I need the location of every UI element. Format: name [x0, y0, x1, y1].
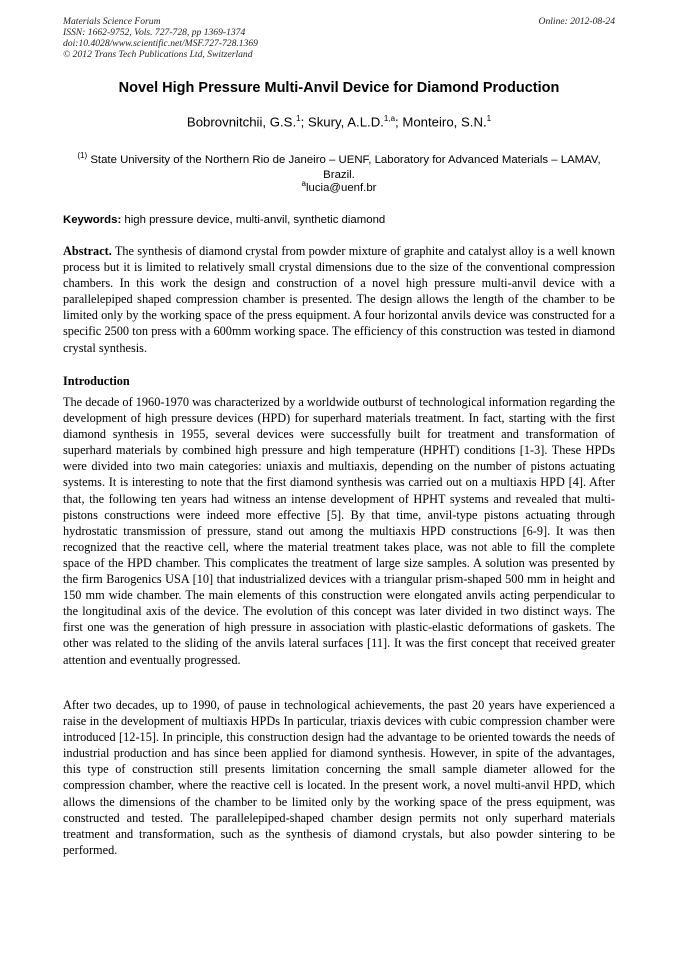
affiliation-text: State University of the Northern Rio de Janeiro – UENF, Laboratory for Advanced Materials – LAMAV, Brazil. [87, 153, 601, 181]
author-affiliation-mark: 1 [296, 114, 301, 123]
introduction-paragraph: After two decades, up to 1990, of pause in technological achievements, the past 20 years have experienced a raise in the development of multiaxis HPDs In particular, triaxis devices with cubic compression chamber were introduced [12-15]. In principle, this construction design had the advantage to be oriented towards the needs of industrial production and has since been applied for diamond synthesis. However, in spite of the advantages, this type of construction still presents limitation concerning the small sample diameter allowed for the compression chamber, where the reactive cell is located. In the present work, a novel multi-anvil HPD, which allows the dimensions of the chamber to be limited only by the working space of the press equipment, was constructed and tested. The parallelepiped-shaped chamber design permits not only superhard materials treatment and transformation, such as the synthesis of diamond crystals, but also powder sintering to be performed. [63, 698, 615, 857]
abstract [63, 243, 615, 356]
author-affiliation-mark: 1 [486, 114, 492, 123]
journal-header [63, 16, 615, 60]
email-address: lucia@uenf.br [306, 181, 377, 194]
author-name: ; Monteiro, S.N. [395, 114, 487, 130]
journal-doi: doi:10.4028/www.scientific.net/MSF.727-728.1369 [63, 38, 258, 49]
author-list [63, 114, 615, 129]
keywords-label: Keywords: [63, 214, 122, 226]
author-name: ; Skury, A.L.D. [300, 114, 384, 130]
introduction-paragraph: The decade of 1960-1970 was characterized by a worldwide outburst of technological information regarding the development of high pressure devices (HPD) for superhard materials treatment. In fact, starting with the first diamond synthesis in 1955, several devices were successfully built for treatment and transformation of superhard materials by combined high pressure and high temperature (HPHT) conditions [1-3]. These HPDs were divided into two main categories: uniaxis and multiaxis, depending on the number of pistons actuating systems. It is interesting to note that the first diamond synthesis was carried out on a multiaxis HPD [4]. After that, the following ten years had witness an intense development of HPHT systems and revealed that multi-pistons constructions were indeed more effective [5]. By that time, anvil-type pistons actuating through hydrostatic transmission of pressure, stand out among the multiaxis HPD constructions [6-9]. It was then recognized that the reactive cell, where the material treatment takes place, was not able to fill the complete space of the HPD chamber. This complicates the treatment of large size samples. A solution was presented by the firm Barogenics USA [10] that industrialized devices with a triangular prism-shaped 500 mm in height and 150 mm wide chamber. The main elements of this construction were elongated anvils acting perpendicular to the longitudinal axis of the device. The evolution of this concept was later divided in two distinct ways. The first one was the generation of high pressure in association with plastic-elastic deformations of gaskets. The other was related to the sliding of the anvils lateral surfaces [11]. It was the first concept that received greater attention and eventually progressed. [63, 395, 615, 667]
keywords-text: high pressure device, multi-anvil, synthetic diamond [121, 214, 386, 226]
abstract-text: The synthesis of diamond crystal from powder mixture of graphite and catalyst alloy is a well known process but it is limited to relatively small crystal dimensions due to the size of the conventional compression chambers. In this work the design and construction of a novel high pressure multi-anvil device with a parallelepiped shaped compression chamber is presented. The design allows the length of the chamber to be limited only by the working space of the press equipment. A four horizontal anvils device was constructed for a specific 2500 ton press with a 600mm working space. The efficiency of this construction was tested in diamond crystal synthesis. [63, 244, 615, 355]
email-mark: a [301, 179, 306, 188]
journal-copyright: © 2012 Trans Tech Publications Ltd, Switzerland [63, 49, 253, 60]
paper-title: Novel High Pressure Multi-Anvil Device for Diamond Production [118, 80, 560, 96]
section-heading-introduction: Introduction [63, 374, 130, 388]
abstract-label: Abstract. [63, 244, 112, 258]
affiliation [70, 148, 608, 183]
author-affiliation-mark: 1,a [383, 114, 396, 123]
contact-email [63, 179, 615, 194]
affiliation-mark: (1) [77, 151, 88, 160]
author-name: Bobrovnitchii, G.S. [186, 114, 297, 130]
online-date: Online: 2012-08-24 [538, 16, 615, 27]
keywords [63, 214, 615, 226]
journal-name: Materials Science Forum [63, 16, 161, 27]
journal-issn: ISSN: 1662-9752, Vols. 727-728, pp 1369-1374 [63, 27, 246, 38]
